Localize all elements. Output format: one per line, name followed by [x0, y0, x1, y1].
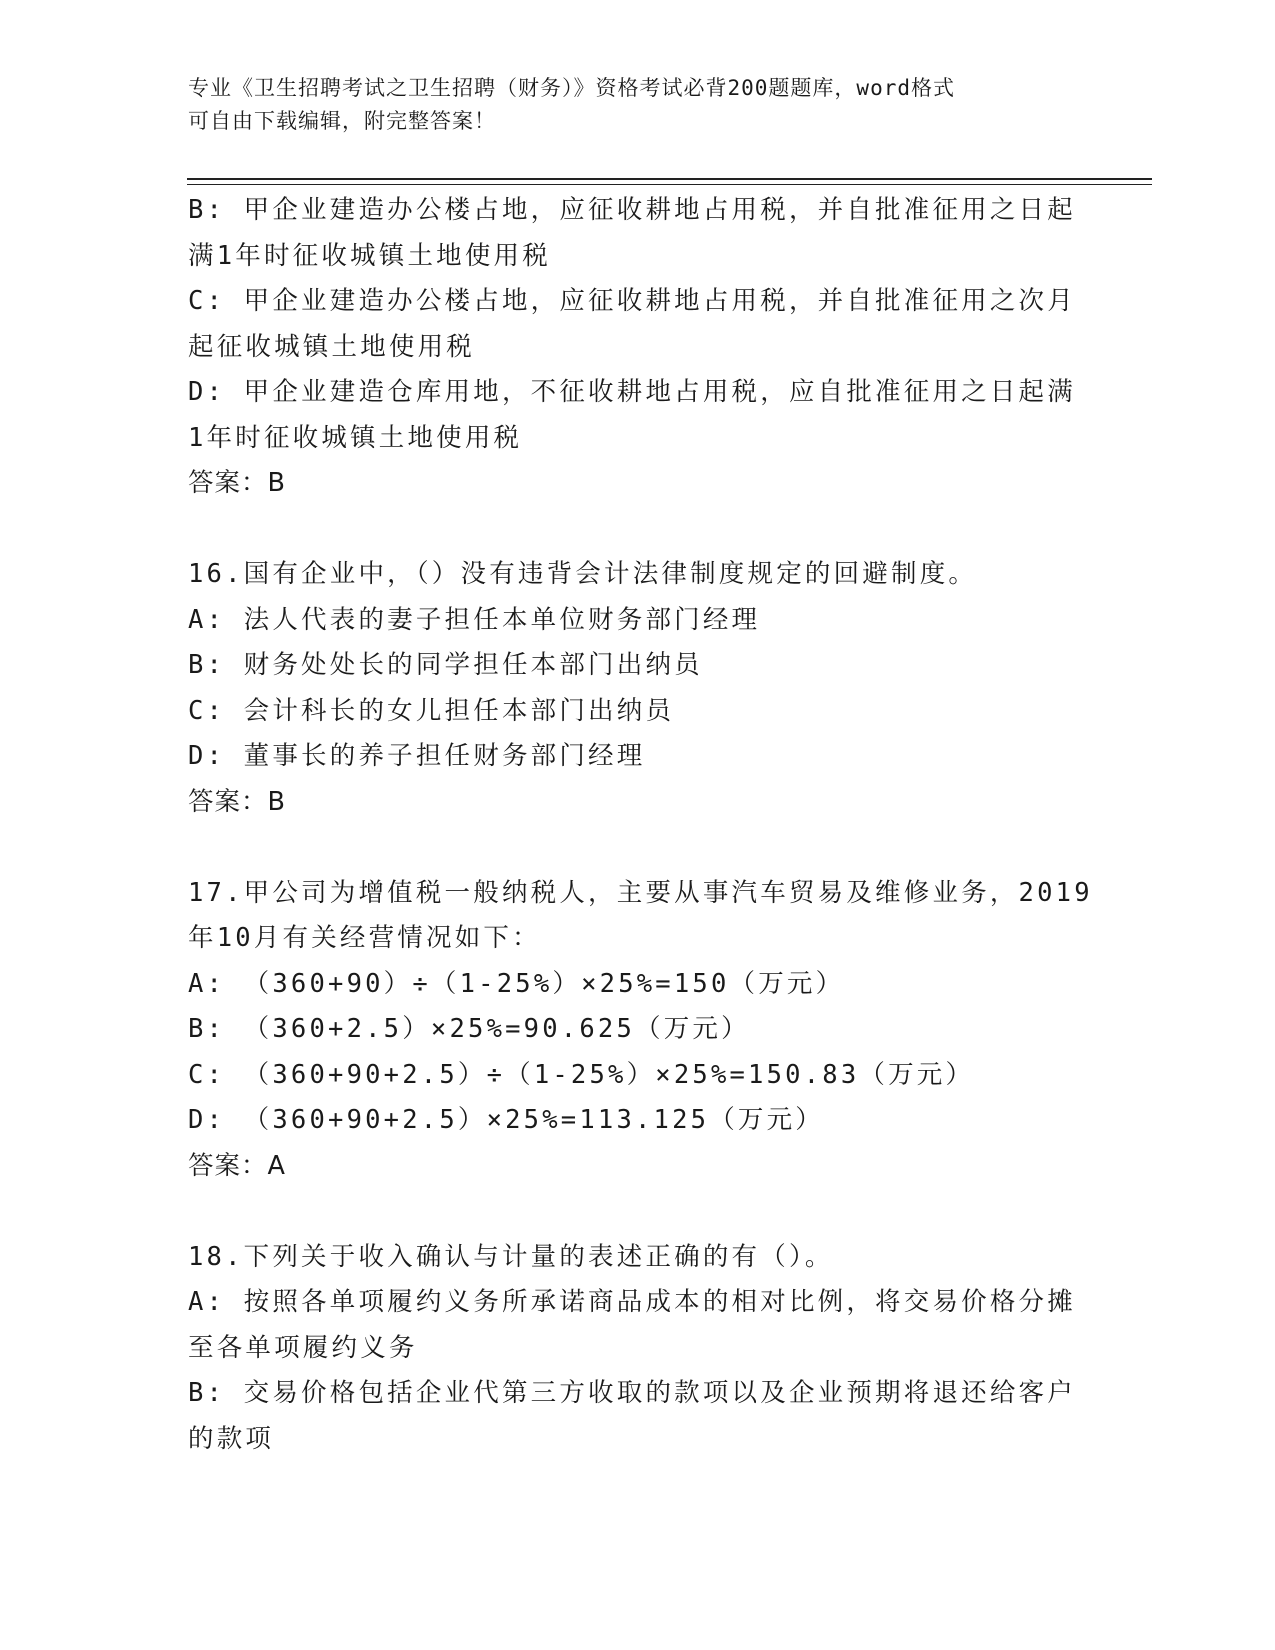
question-15-block [188, 188, 1078, 507]
header-divider-thick [187, 178, 1152, 180]
spacer [188, 507, 1078, 553]
q15-option-d-line2: 1年时征收城镇土地使用税 [188, 422, 523, 453]
q15-option-b-line1: B: 甲企业建造办公楼占地，应征收耕地占用税，并自批准征用之日起 [188, 195, 1076, 225]
q17-option-c: C: （360+90+2.5）÷（1-25%）×25%=150.83（万元） [188, 1059, 975, 1090]
q17-option-b: B: （360+2.5）×25%=90.625（万元） [188, 1014, 750, 1044]
q15-option-d-line1: D: 甲企业建造仓库用地，不征收耕地占用税，应自批准征用之日起满 [188, 377, 1076, 407]
q18-question: 18.下列关于收入确认与计量的表述正确的有（）。 [188, 1241, 834, 1272]
q16-option-c: C: 会计科长的女儿担任本部门出纳员 [188, 695, 675, 726]
q17-question-line1: 17.甲公司为增值税一般纳税人，主要从事汽车贸易及维修业务，2019 [188, 877, 1093, 908]
q15-option-b-line2: 满1年时征收城镇土地使用税 [188, 240, 551, 271]
q17-option-a: A: （360+90）÷（1-25%）×25%=150（万元） [188, 968, 845, 999]
document-body [188, 188, 1093, 1462]
q16-question: 16.国有企业中，（）没有违背会计法律制度规定的回避制度。 [188, 559, 978, 589]
q15-option-c-line1: C: 甲企业建造办公楼占地，应征收耕地占用税，并自批准征用之次月 [188, 286, 1076, 316]
q16-option-a: A: 法人代表的妻子担任本单位财务部门经理 [188, 604, 761, 635]
q17-question-line2: 年10月有关经营情况如下： [188, 923, 541, 953]
q18-option-b-line1: B: 交易价格包括企业代第三方收取的款项以及企业预期将退还给客户 [188, 1378, 1076, 1408]
q17-option-d: D: （360+90+2.5）×25%=113.125（万元） [188, 1105, 825, 1135]
q18-option-a-line1: A: 按照各单项履约义务所承诺商品成本的相对比例，将交易价格分摊 [188, 1287, 1076, 1317]
page-header [188, 72, 1088, 138]
q16-option-b: B: 财务处处长的同学担任本部门出纳员 [188, 650, 703, 680]
question-18-block [188, 1235, 1078, 1463]
q18-option-b-line2: 的款项 [188, 1423, 275, 1454]
header-divider-thin [187, 184, 1152, 185]
q15-answer: 答案：B [188, 468, 286, 498]
q18-option-a-line2: 至各单项履约义务 [188, 1332, 418, 1363]
q15-option-c-line2: 起征收城镇土地使用税 [188, 331, 476, 362]
header-line-2: 可自由下载编辑，附完整答案！ [188, 109, 496, 133]
q16-answer: 答案：B [188, 786, 286, 817]
q17-answer: 答案：A [188, 1150, 286, 1181]
q16-option-d: D: 董事长的养子担任财务部门经理 [188, 741, 646, 771]
question-17-block [188, 871, 1093, 1190]
spacer [188, 825, 1078, 871]
header-line-1: 专业《卫生招聘考试之卫生招聘（财务）》资格考试必背200题题库，word格式 [188, 76, 955, 100]
spacer [188, 1189, 1078, 1235]
question-16-block [188, 552, 1078, 825]
